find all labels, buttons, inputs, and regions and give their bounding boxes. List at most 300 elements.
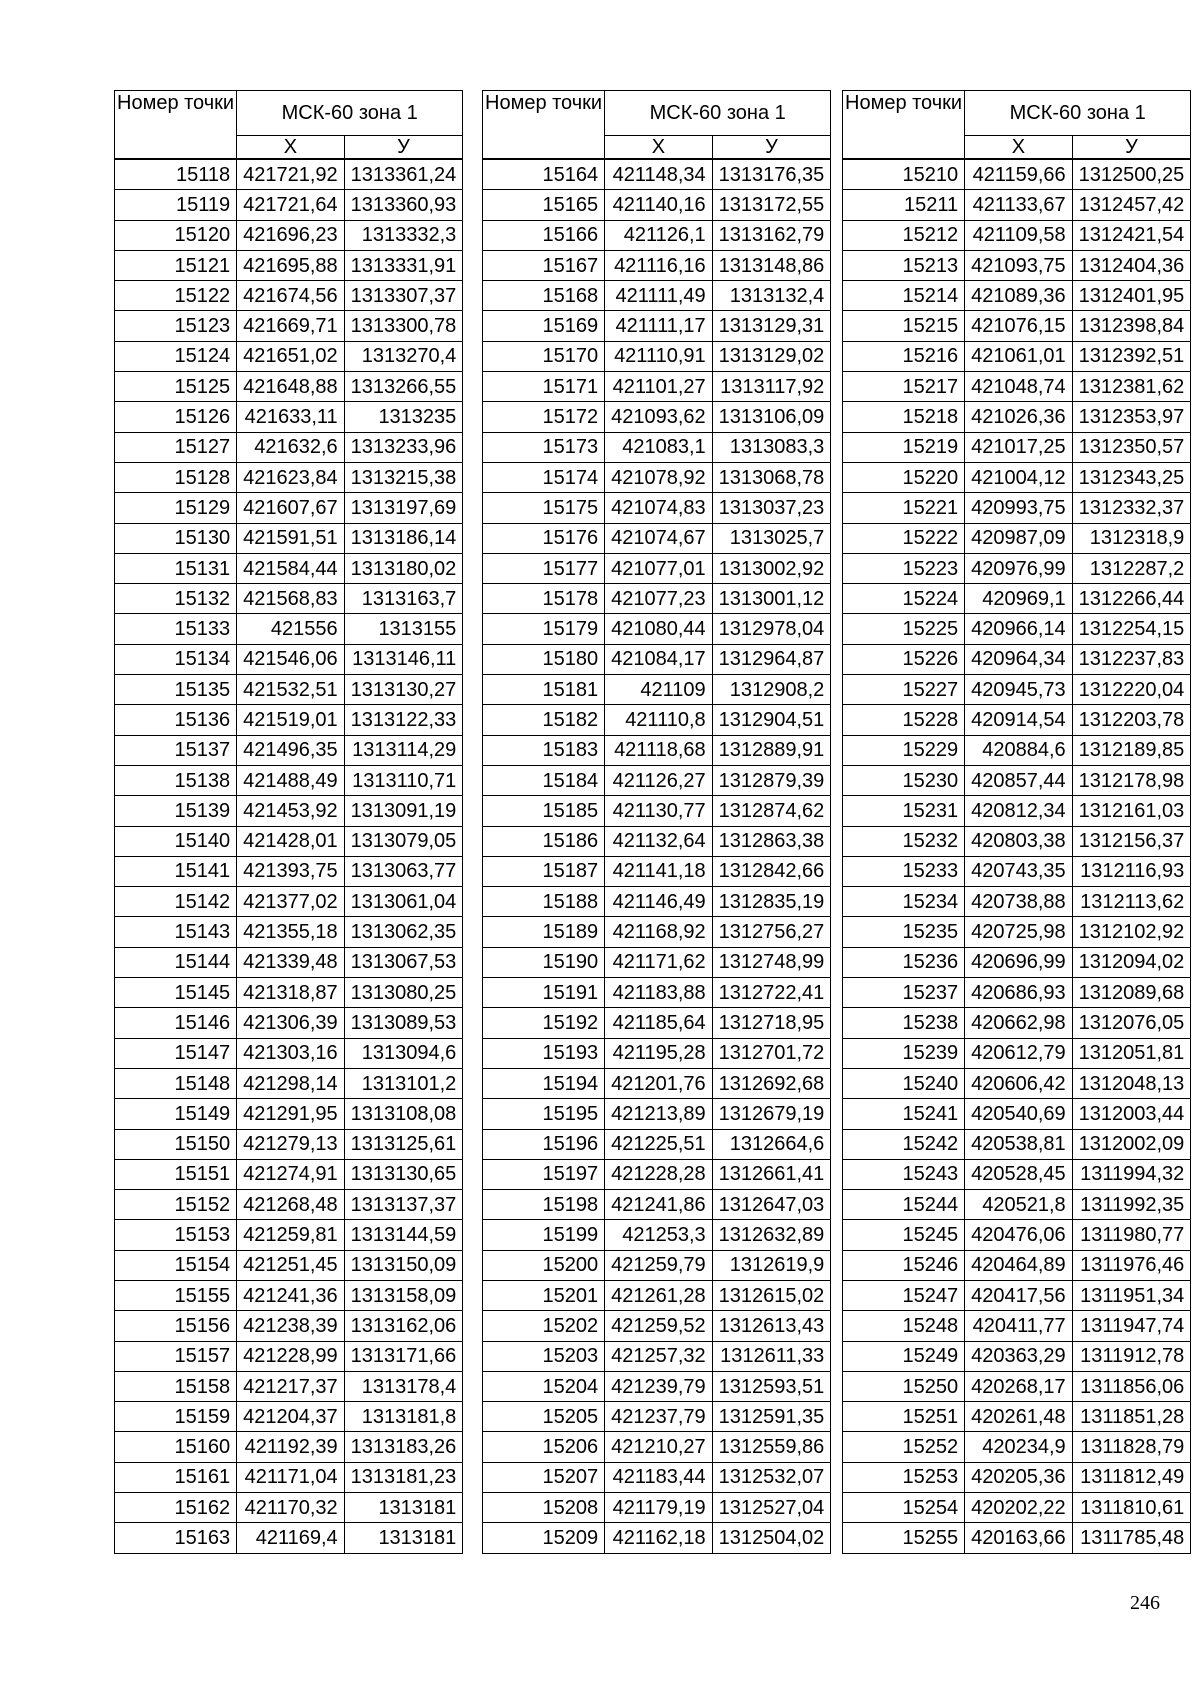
table-row (115, 856, 463, 886)
x-coordinate-cell: 421093,62 (605, 402, 713, 432)
point-number-cell: 15226 (843, 644, 965, 674)
y-coordinate-cell: 1312908,2 (712, 675, 831, 705)
point-number-cell: 15156 (115, 1311, 237, 1341)
table-row (483, 220, 831, 250)
table-row (483, 493, 831, 523)
x-coordinate-cell: 420743,35 (965, 856, 1073, 886)
y-coordinate-cell: 1312156,37 (1072, 826, 1191, 856)
table-row (115, 1280, 463, 1310)
y-coordinate-cell: 1312722,41 (712, 978, 831, 1008)
y-coordinate-cell: 1312718,95 (712, 1008, 831, 1038)
x-coordinate-cell: 420987,09 (965, 523, 1073, 553)
x-coordinate-cell: 421251,45 (237, 1250, 345, 1280)
table-row (843, 1341, 1191, 1371)
y-coordinate-cell: 1312266,44 (1072, 584, 1191, 614)
table-row (483, 1523, 831, 1553)
x-coordinate-cell: 421428,01 (237, 826, 345, 856)
point-number-cell: 15251 (843, 1402, 965, 1432)
x-coordinate-cell: 421339,48 (237, 947, 345, 977)
x-coordinate-cell: 421111,17 (605, 311, 713, 341)
x-coordinate-cell: 421162,18 (605, 1523, 713, 1553)
table-body (843, 159, 1191, 1553)
x-coordinate-cell: 421519,01 (237, 705, 345, 735)
y-coordinate-cell: 1312842,66 (712, 856, 831, 886)
x-coordinate-cell: 420205,36 (965, 1462, 1073, 1492)
y-coordinate-cell: 1312756,27 (712, 917, 831, 947)
y-coordinate-cell: 1313180,02 (344, 553, 463, 583)
y-coordinate-cell: 1313197,69 (344, 493, 463, 523)
point-number-cell: 15147 (115, 1038, 237, 1068)
point-number-cell: 15212 (843, 220, 965, 250)
point-number-cell: 15175 (483, 493, 605, 523)
y-coordinate-cell: 1312332,37 (1072, 493, 1191, 523)
y-coordinate-cell: 1312889,91 (712, 735, 831, 765)
table-row (843, 856, 1191, 886)
point-number-cell: 15163 (115, 1523, 237, 1553)
y-coordinate-cell: 1313002,92 (712, 553, 831, 583)
x-coordinate-cell: 421651,02 (237, 341, 345, 371)
x-coordinate-cell: 421179,19 (605, 1493, 713, 1523)
point-number-cell: 15222 (843, 523, 965, 553)
point-number-cell: 15190 (483, 947, 605, 977)
x-coordinate-cell: 421228,99 (237, 1341, 345, 1371)
x-coordinate-cell: 420803,38 (965, 826, 1073, 856)
y-coordinate-cell: 1312421,54 (1072, 220, 1191, 250)
point-number-cell: 15231 (843, 796, 965, 826)
coordinate-table-1 (114, 90, 463, 1554)
x-coordinate-cell: 421169,4 (237, 1523, 345, 1553)
x-coordinate-cell: 421696,23 (237, 220, 345, 250)
point-number-cell: 15140 (115, 826, 237, 856)
y-coordinate-cell: 1312102,92 (1072, 917, 1191, 947)
x-coordinate-cell: 421148,34 (605, 159, 713, 190)
table-row (843, 1280, 1191, 1310)
x-coordinate-cell: 421546,06 (237, 644, 345, 674)
table-row (115, 887, 463, 917)
table-row (843, 584, 1191, 614)
table-row (483, 523, 831, 553)
table-row (115, 584, 463, 614)
x-coordinate-cell: 421648,88 (237, 372, 345, 402)
coordinate-table-2 (482, 90, 831, 1554)
x-coordinate-cell: 421556 (237, 614, 345, 644)
y-coordinate-cell: 1312874,62 (712, 796, 831, 826)
table-row (843, 675, 1191, 705)
point-number-cell: 15217 (843, 372, 965, 402)
y-coordinate-cell: 1312701,72 (712, 1038, 831, 1068)
point-number-cell: 15210 (843, 159, 965, 190)
table-row (483, 432, 831, 462)
table-row (483, 1159, 831, 1189)
point-number-cell: 15204 (483, 1371, 605, 1401)
table-row (483, 190, 831, 220)
y-coordinate-cell: 1313307,37 (344, 281, 463, 311)
y-coordinate-cell: 1312287,2 (1072, 553, 1191, 583)
x-coordinate-cell: 421291,95 (237, 1099, 345, 1129)
y-coordinate-cell: 1311992,35 (1072, 1190, 1191, 1220)
point-number-cell: 15253 (843, 1462, 965, 1492)
point-number-cell: 15162 (115, 1493, 237, 1523)
point-number-cell: 15221 (843, 493, 965, 523)
y-coordinate-cell: 1313063,77 (344, 856, 463, 886)
table-row (843, 1129, 1191, 1159)
point-number-cell: 15205 (483, 1402, 605, 1432)
y-coordinate-cell: 1312661,41 (712, 1159, 831, 1189)
point-number-cell: 15180 (483, 644, 605, 674)
y-coordinate-cell: 1312593,51 (712, 1371, 831, 1401)
y-coordinate-cell: 1312664,6 (712, 1129, 831, 1159)
x-coordinate-cell: 421591,51 (237, 523, 345, 553)
x-coordinate-cell: 421584,44 (237, 553, 345, 583)
x-coordinate-cell: 420606,42 (965, 1068, 1073, 1098)
x-coordinate-cell: 421239,79 (605, 1371, 713, 1401)
table-row (115, 947, 463, 977)
table-row (115, 1008, 463, 1038)
point-number-cell: 15152 (115, 1190, 237, 1220)
point-number-cell: 15132 (115, 584, 237, 614)
x-coordinate-cell: 420464,89 (965, 1250, 1073, 1280)
table-row (843, 432, 1191, 462)
point-number-cell: 15198 (483, 1190, 605, 1220)
x-coordinate-cell: 421146,49 (605, 887, 713, 917)
point-number-cell: 15243 (843, 1159, 965, 1189)
y-coordinate-cell: 1312978,04 (712, 614, 831, 644)
point-number-cell: 15193 (483, 1038, 605, 1068)
y-coordinate-cell: 1313158,09 (344, 1280, 463, 1310)
table-row (843, 947, 1191, 977)
x-column-header: Х (965, 136, 1073, 160)
table-row (843, 978, 1191, 1008)
point-number-cell: 15143 (115, 917, 237, 947)
table-row (115, 1099, 463, 1129)
x-coordinate-cell: 420540,69 (965, 1099, 1073, 1129)
y-coordinate-cell: 1312613,43 (712, 1311, 831, 1341)
y-coordinate-cell: 1313068,78 (712, 462, 831, 492)
point-number-header: Номер точки (115, 91, 237, 160)
point-number-cell: 15173 (483, 432, 605, 462)
point-number-cell: 15170 (483, 341, 605, 371)
point-number-cell: 15155 (115, 1280, 237, 1310)
table-row (483, 1493, 831, 1523)
table-row (115, 1462, 463, 1492)
point-number-cell: 15128 (115, 462, 237, 492)
y-coordinate-cell: 1312392,51 (1072, 341, 1191, 371)
table-row (483, 1068, 831, 1098)
x-coordinate-cell: 421453,92 (237, 796, 345, 826)
table-row (843, 1008, 1191, 1038)
x-coordinate-cell: 420966,14 (965, 614, 1073, 644)
point-number-cell: 15178 (483, 584, 605, 614)
table-row (843, 311, 1191, 341)
y-coordinate-cell: 1312353,97 (1072, 402, 1191, 432)
point-number-cell: 15125 (115, 372, 237, 402)
x-coordinate-cell: 421303,16 (237, 1038, 345, 1068)
y-coordinate-cell: 1313361,24 (344, 159, 463, 190)
table-row (483, 1311, 831, 1341)
y-coordinate-cell: 1312161,03 (1072, 796, 1191, 826)
y-coordinate-cell: 1313181,23 (344, 1462, 463, 1492)
x-coordinate-cell: 421721,64 (237, 190, 345, 220)
y-coordinate-cell: 1313132,4 (712, 281, 831, 311)
table-row (115, 523, 463, 553)
y-coordinate-cell: 1312611,33 (712, 1341, 831, 1371)
table-row (483, 978, 831, 1008)
point-number-cell: 15234 (843, 887, 965, 917)
y-coordinate-cell: 1311810,61 (1072, 1493, 1191, 1523)
table-row (843, 1068, 1191, 1098)
x-coordinate-cell: 421201,76 (605, 1068, 713, 1098)
y-coordinate-cell: 1312964,87 (712, 644, 831, 674)
y-coordinate-cell: 1312692,68 (712, 1068, 831, 1098)
table-row (115, 1371, 463, 1401)
y-coordinate-cell: 1311912,78 (1072, 1341, 1191, 1371)
point-number-cell: 15136 (115, 705, 237, 735)
table-row (843, 1462, 1191, 1492)
table-row (483, 1402, 831, 1432)
table-row (483, 1099, 831, 1129)
x-coordinate-cell: 421259,79 (605, 1250, 713, 1280)
x-coordinate-cell: 421130,77 (605, 796, 713, 826)
x-coordinate-cell: 421168,92 (605, 917, 713, 947)
table-row (843, 1523, 1191, 1553)
x-coordinate-cell: 421257,32 (605, 1341, 713, 1371)
x-coordinate-cell: 421237,79 (605, 1402, 713, 1432)
table-row (115, 190, 463, 220)
point-number-cell: 15213 (843, 250, 965, 280)
x-coordinate-cell: 421132,64 (605, 826, 713, 856)
x-coordinate-cell: 420914,54 (965, 705, 1073, 735)
table-row (843, 1190, 1191, 1220)
x-coordinate-cell: 421695,88 (237, 250, 345, 280)
y-coordinate-cell: 1313067,53 (344, 947, 463, 977)
y-coordinate-cell: 1312835,19 (712, 887, 831, 917)
point-number-cell: 15184 (483, 765, 605, 795)
y-coordinate-cell: 1313094,6 (344, 1038, 463, 1068)
y-coordinate-cell: 1313091,19 (344, 796, 463, 826)
y-coordinate-cell: 1313270,4 (344, 341, 463, 371)
y-coordinate-cell: 1312500,25 (1072, 159, 1191, 190)
point-number-cell: 15181 (483, 675, 605, 705)
table-row (483, 735, 831, 765)
y-coordinate-cell: 1312051,81 (1072, 1038, 1191, 1068)
coordinate-table-3 (842, 90, 1191, 1554)
y-coordinate-cell: 1312189,85 (1072, 735, 1191, 765)
y-coordinate-cell: 1313181 (344, 1523, 463, 1553)
point-number-cell: 15252 (843, 1432, 965, 1462)
point-number-cell: 15241 (843, 1099, 965, 1129)
y-coordinate-cell: 1311980,77 (1072, 1220, 1191, 1250)
point-number-cell: 15121 (115, 250, 237, 280)
y-coordinate-cell: 1313122,33 (344, 705, 463, 735)
x-coordinate-cell: 420476,06 (965, 1220, 1073, 1250)
table-row (115, 372, 463, 402)
point-number-cell: 15120 (115, 220, 237, 250)
y-coordinate-cell: 1312003,44 (1072, 1099, 1191, 1129)
table-row (483, 462, 831, 492)
y-coordinate-cell: 1312879,39 (712, 765, 831, 795)
table-row (115, 1159, 463, 1189)
table-row (843, 644, 1191, 674)
point-number-cell: 15176 (483, 523, 605, 553)
point-number-cell: 15208 (483, 1493, 605, 1523)
y-coordinate-cell: 1313163,7 (344, 584, 463, 614)
x-coordinate-cell: 421183,88 (605, 978, 713, 1008)
table-row (483, 1432, 831, 1462)
x-column-header: Х (237, 136, 345, 160)
table-row (843, 493, 1191, 523)
x-coordinate-cell: 421074,67 (605, 523, 713, 553)
y-column-header: У (712, 136, 831, 160)
x-coordinate-cell: 420812,34 (965, 796, 1073, 826)
y-coordinate-cell: 1313062,35 (344, 917, 463, 947)
x-coordinate-cell: 420696,99 (965, 947, 1073, 977)
table-row (483, 917, 831, 947)
table-row (115, 1068, 463, 1098)
table-row (483, 796, 831, 826)
table-row (843, 765, 1191, 795)
point-number-cell: 15142 (115, 887, 237, 917)
y-coordinate-cell: 1313101,2 (344, 1068, 463, 1098)
table-row (843, 735, 1191, 765)
y-coordinate-cell: 1312318,9 (1072, 523, 1191, 553)
table-row (115, 735, 463, 765)
table-row (483, 1038, 831, 1068)
x-coordinate-cell: 421298,14 (237, 1068, 345, 1098)
point-number-cell: 15242 (843, 1129, 965, 1159)
y-coordinate-cell: 1313114,29 (344, 735, 463, 765)
y-coordinate-cell: 1313360,93 (344, 190, 463, 220)
y-coordinate-cell: 1312350,57 (1072, 432, 1191, 462)
point-number-cell: 15134 (115, 644, 237, 674)
point-number-cell: 15230 (843, 765, 965, 795)
table-row (843, 341, 1191, 371)
y-coordinate-cell: 1312048,13 (1072, 1068, 1191, 1098)
x-coordinate-cell: 421183,44 (605, 1462, 713, 1492)
table-row (483, 341, 831, 371)
x-coordinate-cell: 421078,92 (605, 462, 713, 492)
x-coordinate-cell: 421170,32 (237, 1493, 345, 1523)
x-coordinate-cell: 421076,15 (965, 311, 1073, 341)
table-row (483, 1250, 831, 1280)
y-coordinate-cell: 1311976,46 (1072, 1250, 1191, 1280)
x-coordinate-cell: 421192,39 (237, 1432, 345, 1462)
point-number-cell: 15232 (843, 826, 965, 856)
x-coordinate-cell: 421111,49 (605, 281, 713, 311)
point-number-cell: 15200 (483, 1250, 605, 1280)
x-coordinate-cell: 421632,6 (237, 432, 345, 462)
y-coordinate-cell: 1311951,34 (1072, 1280, 1191, 1310)
x-coordinate-cell: 421532,51 (237, 675, 345, 705)
point-number-cell: 15224 (843, 584, 965, 614)
table-row (843, 1220, 1191, 1250)
y-coordinate-cell: 1313300,78 (344, 311, 463, 341)
table-row (843, 553, 1191, 583)
point-number-cell: 15206 (483, 1432, 605, 1462)
y-coordinate-cell: 1313130,65 (344, 1159, 463, 1189)
x-coordinate-cell: 420725,98 (965, 917, 1073, 947)
point-number-cell: 15166 (483, 220, 605, 250)
x-coordinate-cell: 420528,45 (965, 1159, 1073, 1189)
x-column-header: Х (605, 136, 713, 160)
y-coordinate-cell: 1313117,92 (712, 372, 831, 402)
x-coordinate-cell: 420411,77 (965, 1311, 1073, 1341)
x-coordinate-cell: 421089,36 (965, 281, 1073, 311)
x-coordinate-cell: 421101,27 (605, 372, 713, 402)
x-coordinate-cell: 421084,17 (605, 644, 713, 674)
x-coordinate-cell: 421568,83 (237, 584, 345, 614)
point-number-cell: 15187 (483, 856, 605, 886)
table-row (843, 614, 1191, 644)
point-number-cell: 15239 (843, 1038, 965, 1068)
table-row (843, 281, 1191, 311)
x-coordinate-cell: 421268,48 (237, 1190, 345, 1220)
point-number-cell: 15168 (483, 281, 605, 311)
table-row (115, 1341, 463, 1371)
table-row (483, 159, 831, 190)
x-coordinate-cell: 421004,12 (965, 462, 1073, 492)
x-coordinate-cell: 421171,04 (237, 1462, 345, 1492)
y-coordinate-cell: 1313129,31 (712, 311, 831, 341)
point-number-cell: 15250 (843, 1371, 965, 1401)
point-number-cell: 15146 (115, 1008, 237, 1038)
point-number-cell: 15123 (115, 311, 237, 341)
x-coordinate-cell: 420964,34 (965, 644, 1073, 674)
table-row (115, 1432, 463, 1462)
point-number-cell: 15141 (115, 856, 237, 886)
table-row (483, 947, 831, 977)
y-coordinate-cell: 1313089,53 (344, 1008, 463, 1038)
point-number-cell: 15174 (483, 462, 605, 492)
point-number-cell: 15214 (843, 281, 965, 311)
x-coordinate-cell: 421225,51 (605, 1129, 713, 1159)
table-row (483, 372, 831, 402)
point-number-cell: 15225 (843, 614, 965, 644)
point-number-cell: 15237 (843, 978, 965, 1008)
point-number-cell: 15233 (843, 856, 965, 886)
coordinate-system-header: МСК-60 зона 1 (605, 91, 831, 136)
table-row (843, 1493, 1191, 1523)
y-coordinate-cell: 1311828,79 (1072, 1432, 1191, 1462)
table-header (483, 91, 831, 160)
x-coordinate-cell: 421077,23 (605, 584, 713, 614)
point-number-cell: 15227 (843, 675, 965, 705)
table-row (483, 584, 831, 614)
point-number-cell: 15145 (115, 978, 237, 1008)
y-coordinate-cell: 1312381,62 (1072, 372, 1191, 402)
x-coordinate-cell: 421116,16 (605, 250, 713, 280)
point-number-cell: 15182 (483, 705, 605, 735)
y-coordinate-cell: 1313061,04 (344, 887, 463, 917)
point-number-cell: 15207 (483, 1462, 605, 1492)
table-row (483, 1462, 831, 1492)
point-number-cell: 15228 (843, 705, 965, 735)
coordinate-system-header: МСК-60 зона 1 (237, 91, 463, 136)
table-row (115, 402, 463, 432)
point-number-header: Номер точки (483, 91, 605, 160)
x-coordinate-cell: 421496,35 (237, 735, 345, 765)
table-row (483, 553, 831, 583)
table-row (483, 856, 831, 886)
table-row (115, 1038, 463, 1068)
point-number-cell: 15149 (115, 1099, 237, 1129)
x-coordinate-cell: 420261,48 (965, 1402, 1073, 1432)
y-coordinate-cell: 1311851,28 (1072, 1402, 1191, 1432)
table-row (843, 1402, 1191, 1432)
x-coordinate-cell: 421241,86 (605, 1190, 713, 1220)
y-coordinate-cell: 1313146,11 (344, 644, 463, 674)
y-column-header: У (1072, 136, 1191, 160)
point-number-cell: 15139 (115, 796, 237, 826)
